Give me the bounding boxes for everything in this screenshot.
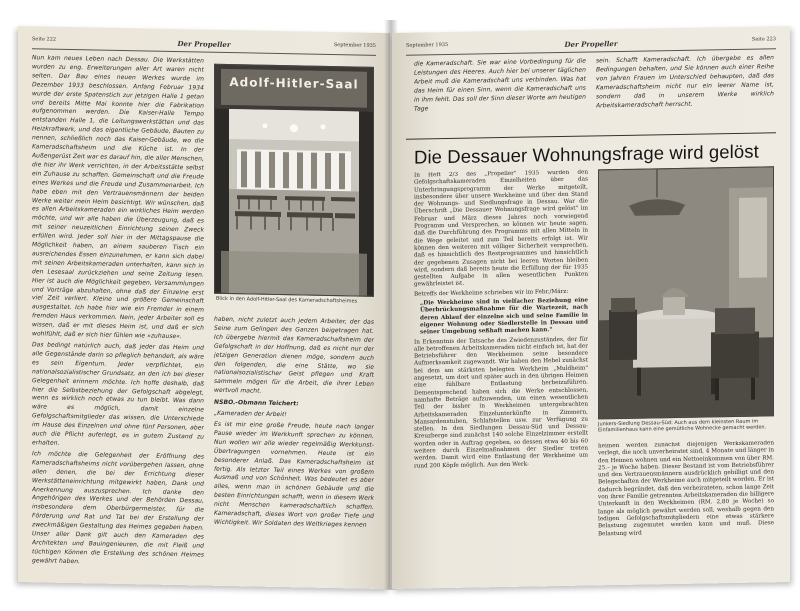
left-page-number: Seite 222 [32, 36, 57, 43]
right-page-number: Seite 223 [751, 36, 776, 43]
left-col1-para-3: Ich möchte die Gelegenheit der Eröffnung des Kameradschaftsheims nicht vorübergehen lassen, ohne allen denen, die bei der Errichtung dieser Werkstätteneinrichtung mitgewirkt haben, Dank und Anerkennung auszusprechen. Ich danke den Angehörigen des Werkes und der Behörden Dessau, insbesondere dem Oberbürgermeister, für die Förderung und Rat und Tat bei der Erstellung der zweckmäßigen Gestaltung des Heimes gegeben haben. Unser aller Dank gilt auch den Kameraden des Architekten und Bauingenieuren, die mit Fleiß und tüchtigen Können die Erstellung des schönen Heimes gewährt haben. [32, 450, 204, 565]
magazine-spread [18, 26, 790, 582]
right-column-1 [414, 170, 588, 583]
right-col1-para-1: In Heft 2/3 des „Propeller" 1935 wurden den Gefolgschaftskameraden Einzelheiten über das Unterbringungsprogramm der Werke mitgeteilt, insbesondere über unsere Werkheime und über den Stand der Wohnungs- und Siedlungsfrage in Dessau. War die Überschrift „Die Dessauer Wohnungsfrage wird gelöst" im Februar und März dieses Jahres noch vorwiegend Programm und Versprechen, so können wir heute sagen, daß die Durchführung des Programms mit allen Mitteln in die Wege geleitet und zum Teil bereits erfolgt ist. Wir können den weiteren mit völliger Sicherheit versprechen, daß es hinsichtlich des Restprogrammes und hinsichtlich der gegebenen Zusagen nicht bei leeren Worten bleiben wird, sondern daß bereits heute die Erfüllung der für 1935 gestellten Aufgabe in allen wesentlichen Punkten gewährleistet ist. [414, 169, 588, 289]
left-col2b-para-2: Es ist mir eine große Freude, heute nach langer Pause wieder im Werkkunft sprechen zu können. Nun wollen wir alle wieder regelmäßig Werkkunst-Übertragungen vornehmen. Heute ist ein besonderer Anlaß. Das Kameradschaftsheim ist fertig. Als letzter Teil eines Werkes von großem Ausmaß und von Schönheit. Was bedeutet es aber alles, wenn man in schönen Gebäude und die besten Einrichtungen schafft, wenn in diesem Werk nicht Menschen kameradschaftlich schaffen. Kameradschaft, dieses Wort von großer Tiefe und Wichtigkeit. Wir Soldaten des Weltkrieges kennen [214, 420, 374, 529]
hall-photo-illustration [215, 65, 373, 296]
right-header-month: September 1935 [406, 41, 449, 49]
right-col1-para-3: In Erkenntnis der Tatsache des Zwiedenzuständes, der für alle betroffenen Arbeitskameraden nicht einfach ist, hat der Betriebsführer den Werkheimen seine besondere Aufmerksamkeit zugewandt. Wir haben den Hebel zunächst bei dem am stärksten belegten Werkheim „Muldheim" angesetzt, um dort und später auch in den übrigen Heimen eine fühlbare Entlastung herbeizuführen. Dementsprechend haben sich die Werke entschlossen, namhafte Beträge aufzuwenden, um einen wesentlichen Teil der bisher in Werkheimen untergebrachten Arbeitskameraden Einzelunterkünfte in Zimmern, Mansardenstuben, Schlafstellen usw. zur Verfügung zu stellen. In den Siedlungen Dessau-Süd und Dessau-Kreuzberge sind zunächst 140 solche Einzelzimmer erstellt worden oder in Auftrag gegeben, so dessen etwa 40 bis 60 weitere durch Einzelmaßnahmen der Siedler treten werden. Damit wird eine Entlastung der Werkheime um rund 200 Köpfe möglich. Aus den Werk- [414, 336, 588, 470]
headline-rule [406, 132, 776, 139]
right-col2-para-1: heimen werden zunächst diejenigen Werkskameraden verlegt, die noch unverheiratet sind, 4 Monate und länger in den Heimen wohnen und ein Nettoeinkommen von über RM. 25.– je Woche haben. Dieser Bestand ist vom Betriebsführer und den Vertrauensmännern ausdrücklich gebilligt und den Belegschaften der Werkheime auch mitgeteilt worden. Er ist dadurch begründet, daß den verheirateten, schon lange Zeit von ihrer Familie getrennten Arbeitskameraden die billigere Unterkunft in den Werkheimen (RM. 2,80 je Woche) so lange als möglich gewährt werden soll, weshalb gegen den ledigen Gefolgschaftsmitgliedern eine etwas stärkere Belastung zugemutet werden kann und muß. Diese Belastung wird [598, 440, 774, 537]
right-col1-quote: „Die Werkheime sind in vielfacher Beziehung eine Überbrückungsmaßnahme für die Wartezeit, nach deren Ablauf der einzelne sich und seine Familie in eigener Wohnung oder Siedlerstelle in Dessau und seiner Umgebung seßhaft machen kann." [420, 297, 588, 336]
left-column-1 [32, 54, 204, 579]
right-photo-caption: Junkers-Siedlung Dessau-Süd: Auch aus dem kleinsten Raum im Einfamilienhaus kann eine gemütliche Wohnecke gemacht werden. [598, 418, 767, 434]
left-col2b-para-1: „Kameraden der Arbeit! [214, 409, 287, 419]
left-page [18, 26, 390, 589]
hall-sign-text: Adolf-Hitler-Saal [229, 75, 359, 92]
right-header-title: Der Propeller [564, 39, 618, 49]
speaker-heading: NSBO.-Obmann Teichert: [214, 398, 299, 408]
left-col1-para-2: Das bedingt natürlich auch, daß jeder das Heim und alle Gegenstände darin so pfleglich behandelt, als wäre es sein Eigentum. Jeder verpflichtet, ein nationalsozialistischer Grundsatz, an den ich bei dieser Gelegenheit erinnern möchte. Ich hoffe deshalb, daß hier die Selbstbeziehung der Gefolgschaft abgelegt, wenn es wirklich noch etwas zu tun bleibt. Was dann wäre es möglich, damit einzelne Gefolgschaftsmitglieder das wissen, die Unterschiede im Hause des Einzelnen und ohne fünf Personen, aber auch die Pflicht auferlegt, es in gutem Zustand zu erhalten. [32, 341, 204, 447]
left-photo-caption: Blick in den Adolf-Hitler-Saal des Kameradschaftsheimes [216, 295, 358, 305]
article-headline: Die Dessauer Wohnungsfrage wird gelöst [414, 140, 759, 168]
right-page [392, 26, 790, 589]
room-photo-illustration [599, 167, 773, 418]
right-top-column-1: die Kameradschaft. Sie war eine Vorbedingung für die Leistungen des Heeres. Auch hier bei unserer täglichen Arbeit muß die Kameradschaft uns verbinden. Was hat das Heim für einen Sinn, wenn die Kameradschaft uns in ihm fehlt. Das soll der Sinn dieser Worte am heutigen Tage [414, 57, 586, 113]
left-header-title: Der Propeller [177, 39, 231, 50]
left-col1-para-1: Nun kam neues Leben nach Dessau. Die Werkstätten wurden zu eng. Erweiterungen aller Art waren nicht selten. Der Bau eines neuen Werkes wurde im Dezember 1933 beschlossen. Anfang Februar 1934 wurde der erste Spatenstich zur jetzigen Halle 1 getan und bereits Mitte Mai konnte hier die Fabrikation aufgenommen werden. Die Kaiser-Halle Tempo entstanden Halle 1, die Leitungswerkstätten und das Heizkraftwerk, und das eigentliche Gebäude, Bauten zu nennen, schließlich noch das Kaiser-Gebäude, wo die Kameradschaftsheim und die Küche ist. In der Außengerüst Zeit war es darauf hin, die aller Menschen, die hier ihr Werk verrichten, in der Arbeitsstätte selbst ein Zuhause zu schaffen. Gemeinschaft und die Freude eines Werkes und die Freude und Zusammenarbeit. Ich habe eben mit den Vertrauensmännern der beiden Werke weiter mein Heim besichtigt. Wir wünschen, daß es allen Arbeitskameraden ein wirkliches Heim werden möchte, und wir alle haben die Überzeugung, daß es mit seiner neuzeitlichen Einrichtung seinen Zweck erfüllen wird. Jeder soll hier in der Mittagspause die Möglichkeit haben, an einem sauberen Tisch ein ausreichendes Essen einzunehmen, er kann sich dabei mit seinen Arbeitskameraden unterhalten, kann sich in den Lesesaal zurückziehen und seine Zeitung lesen. Hier ist auch die Möglichkeit gegeben, Versammlungen und Vorträge abzuhalten, ohne daß der Einzelne erst viel Zeit verliert. Kleine und größere Gemeinschaft ausgestaltet. Ich habe hier wie ein Fremder in einem fremden Haus verkommen. Nein, jeder Arbeiter soll es wissen, daß er mit dieses Heim ist, und daß er sich wohlfühlt, daß er sich hier fühlen wie »zuhause«. [32, 54, 204, 341]
left-col2-para-1: haben, nicht zuletzt auch jedem Arbeiter, der das Seine zum Gelingen des Ganzen beigetragen hat. Ich übergebe hiermit das Kameradschaftsheim der Gefolgschaft in der Hoffnung, daß es nicht nur der jetzigen Generation dienen möge, sondern auch den folgenden, die eine Stätte, wo sie nationalsozialistischer Geist pflegen und Kraft sammeln mögen für die Arbeit, die ihrer Leben wertvoll macht. [214, 315, 374, 395]
adolf-hitler-saal-photo [214, 64, 374, 297]
siedlung-room-photo [598, 166, 774, 419]
right-top-column-2: sein. Schafft Kameradschaft. Ich übergebe es allen Bedingungen behalten, und Sie können auch einer Reihe von Jahren Frauen im Unterschied behaupten, daß das Kameradschaftsheim nicht nur ein leerer Name ist, sondern daß in unserem Werke wirklich Arbeitskameradschaft herrscht. [596, 54, 774, 109]
right-col1-para-2: Betreffs der Werkheime schrieben wir im Febr./März: [414, 288, 569, 298]
left-column-2 [214, 316, 374, 583]
left-header-month: September 1935 [333, 42, 376, 49]
right-column-2 [598, 440, 774, 579]
